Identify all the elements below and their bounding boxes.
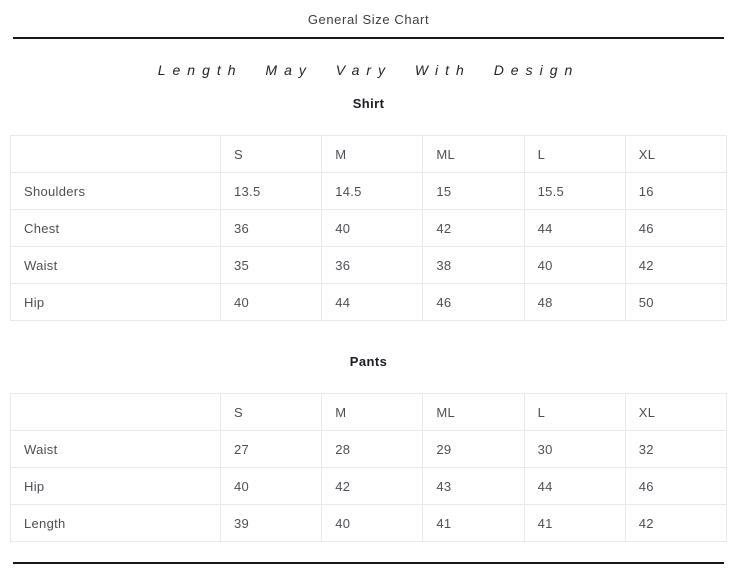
cell-value: 50 — [625, 284, 726, 321]
shirt-section-heading: Shirt — [352, 96, 385, 111]
column-header-l: L — [524, 394, 625, 431]
cell-value: 48 — [524, 284, 625, 321]
row-label: Hip — [11, 468, 221, 505]
cell-value: 42 — [625, 505, 726, 542]
cell-value: 13.5 — [221, 173, 322, 210]
table-row — [11, 505, 727, 542]
top-divider — [13, 37, 724, 39]
cell-value: 27 — [221, 431, 322, 468]
pants-section-heading: Pants — [349, 354, 388, 369]
column-header-ml: ML — [423, 394, 524, 431]
cell-value: 42 — [423, 210, 524, 247]
cell-value: 29 — [423, 431, 524, 468]
cell-value: 35 — [221, 247, 322, 284]
table-row — [11, 173, 727, 210]
cell-value: 44 — [524, 210, 625, 247]
column-header-s: S — [221, 136, 322, 173]
cell-value: 46 — [423, 284, 524, 321]
cell-value: 15.5 — [524, 173, 625, 210]
column-header-ml: ML — [423, 136, 524, 173]
column-header-xl: XL — [625, 136, 726, 173]
pants-size-table — [10, 393, 727, 542]
column-header-s: S — [221, 394, 322, 431]
cell-value: 40 — [221, 468, 322, 505]
table-header-row — [11, 136, 727, 173]
cell-value: 28 — [322, 431, 423, 468]
cell-value: 44 — [524, 468, 625, 505]
bottom-divider — [13, 562, 724, 564]
row-label: Hip — [11, 284, 221, 321]
column-header-blank — [11, 136, 221, 173]
column-header-xl: XL — [625, 394, 726, 431]
row-label: Length — [11, 505, 221, 542]
cell-value: 43 — [423, 468, 524, 505]
length-disclaimer: Length May Vary With Design — [157, 62, 580, 78]
cell-value: 14.5 — [322, 173, 423, 210]
shirt-size-table — [10, 135, 727, 321]
cell-value: 36 — [322, 247, 423, 284]
cell-value: 40 — [221, 284, 322, 321]
cell-value: 39 — [221, 505, 322, 542]
cell-value: 42 — [625, 247, 726, 284]
cell-value: 41 — [423, 505, 524, 542]
cell-value: 42 — [322, 468, 423, 505]
column-header-l: L — [524, 136, 625, 173]
table-row — [11, 210, 727, 247]
cell-value: 41 — [524, 505, 625, 542]
cell-value: 36 — [221, 210, 322, 247]
column-header-blank — [11, 394, 221, 431]
column-header-m: M — [322, 136, 423, 173]
table-header-row — [11, 394, 727, 431]
row-label: Waist — [11, 431, 221, 468]
column-header-m: M — [322, 394, 423, 431]
cell-value: 32 — [625, 431, 726, 468]
cell-value: 40 — [322, 505, 423, 542]
table-row — [11, 431, 727, 468]
row-label: Shoulders — [11, 173, 221, 210]
page-title: General Size Chart — [307, 12, 430, 27]
cell-value: 46 — [625, 468, 726, 505]
row-label: Waist — [11, 247, 221, 284]
cell-value: 44 — [322, 284, 423, 321]
row-label: Chest — [11, 210, 221, 247]
cell-value: 46 — [625, 210, 726, 247]
table-row — [11, 468, 727, 505]
cell-value: 30 — [524, 431, 625, 468]
cell-value: 15 — [423, 173, 524, 210]
cell-value: 38 — [423, 247, 524, 284]
cell-value: 16 — [625, 173, 726, 210]
table-row — [11, 284, 727, 321]
cell-value: 40 — [524, 247, 625, 284]
table-row — [11, 247, 727, 284]
cell-value: 40 — [322, 210, 423, 247]
